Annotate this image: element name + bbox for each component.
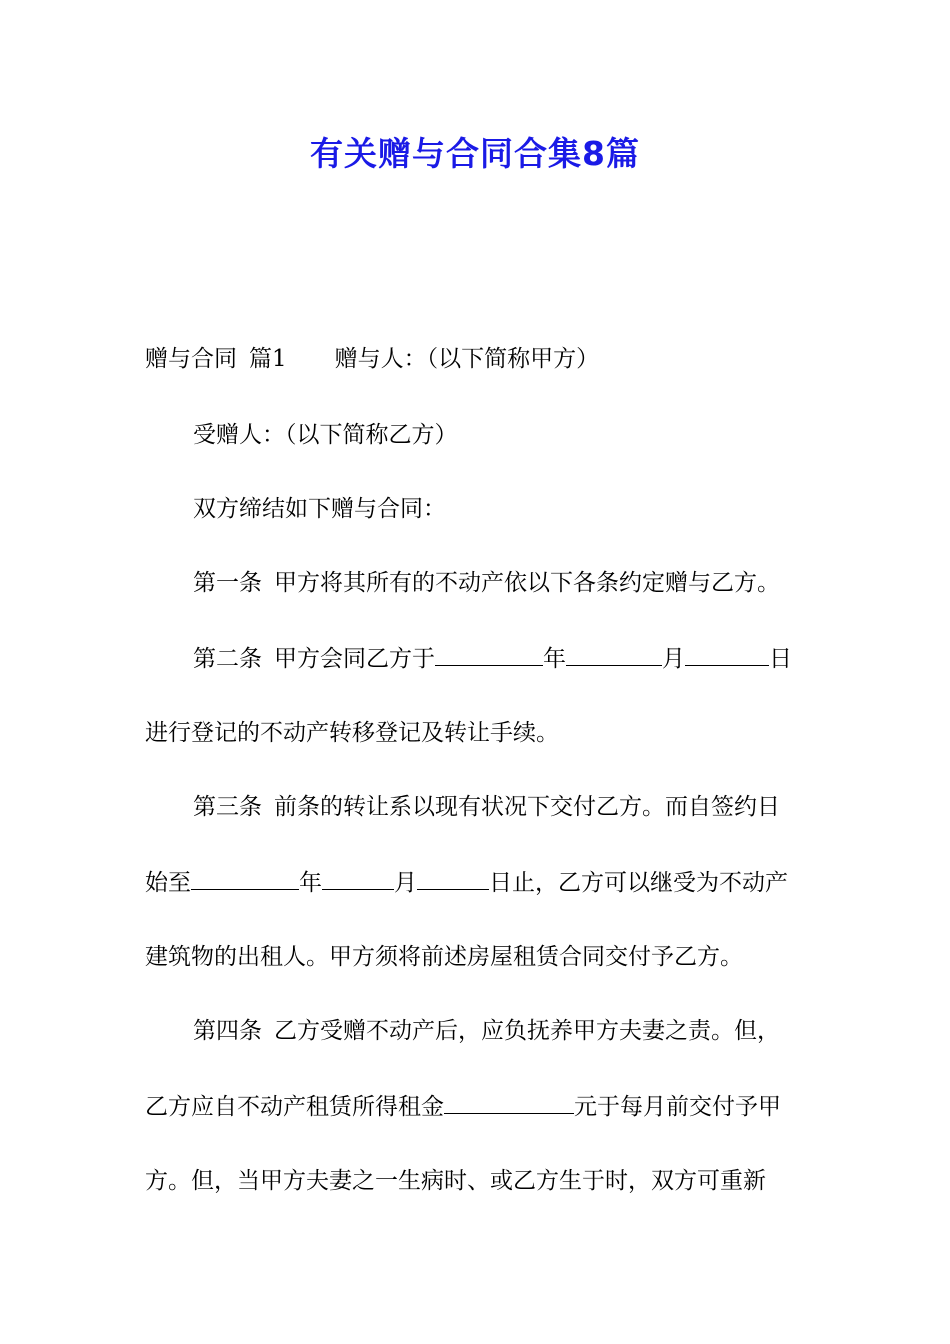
document-title: 有关赠与合同合集8篇 bbox=[310, 134, 640, 173]
day-text: 日 bbox=[769, 646, 792, 672]
paragraph-line-6: 进行登记的不动产转移登记及转让手续。 bbox=[145, 720, 559, 746]
article-text: 乙方受赠不动产后，应负抚养甲方夫妻之责。但， bbox=[274, 1018, 780, 1044]
section-number: 篇1 bbox=[249, 346, 287, 372]
blank-amount bbox=[444, 1093, 574, 1114]
blank-day bbox=[417, 869, 489, 890]
paragraph-line-9: 建筑物的出租人。甲方须将前述房屋租赁合同交付予乙方。 bbox=[145, 944, 743, 970]
blank-year bbox=[435, 645, 543, 666]
article-text: 甲方会同乙方于 bbox=[274, 646, 435, 672]
paragraph-line-10 bbox=[193, 1016, 858, 1046]
text-segment: 始至 bbox=[145, 870, 191, 896]
paragraph-line-11 bbox=[145, 1092, 810, 1122]
month-text: 月 bbox=[394, 870, 417, 896]
paragraph-line-2: 受赠人：（以下简称乙方） bbox=[193, 422, 458, 448]
blank-month bbox=[322, 869, 394, 890]
paragraph-line-1 bbox=[145, 344, 810, 374]
text-segment: 元于每月前交付予甲 bbox=[574, 1094, 781, 1120]
blank-day bbox=[685, 645, 769, 666]
paragraph-line-8 bbox=[145, 868, 810, 898]
article-label: 第三条 bbox=[193, 794, 262, 820]
article-text: 甲方将其所有的不动产依以下各条约定赠与乙方。 bbox=[274, 570, 780, 596]
year-text: 年 bbox=[299, 870, 322, 896]
paragraph-line-3: 双方缔结如下赠与合同： bbox=[193, 496, 446, 522]
paragraph-line-12: 方。但，当甲方夫妻之一生病时、或乙方生于时，双方可重新 bbox=[145, 1168, 766, 1194]
heading-text: 赠与合同 bbox=[145, 346, 237, 372]
blank-month bbox=[566, 645, 662, 666]
text-segment: 日止，乙方可以继受为不动产 bbox=[489, 870, 788, 896]
paragraph-line-4 bbox=[193, 568, 858, 598]
year-text: 年 bbox=[543, 646, 566, 672]
paragraph-line-7 bbox=[193, 792, 858, 822]
donor-label: 赠与人：（以下简称甲方） bbox=[334, 346, 600, 372]
article-label: 第二条 bbox=[193, 646, 262, 672]
article-label: 第一条 bbox=[193, 570, 262, 596]
month-text: 月 bbox=[662, 646, 685, 672]
article-text: 前条的转让系以现有状况下交付乙方。而自签约日 bbox=[274, 794, 780, 820]
article-label: 第四条 bbox=[193, 1018, 262, 1044]
text-segment: 乙方应自不动产租赁所得租金 bbox=[145, 1094, 444, 1120]
blank-year bbox=[191, 869, 299, 890]
paragraph-line-5 bbox=[193, 644, 858, 674]
